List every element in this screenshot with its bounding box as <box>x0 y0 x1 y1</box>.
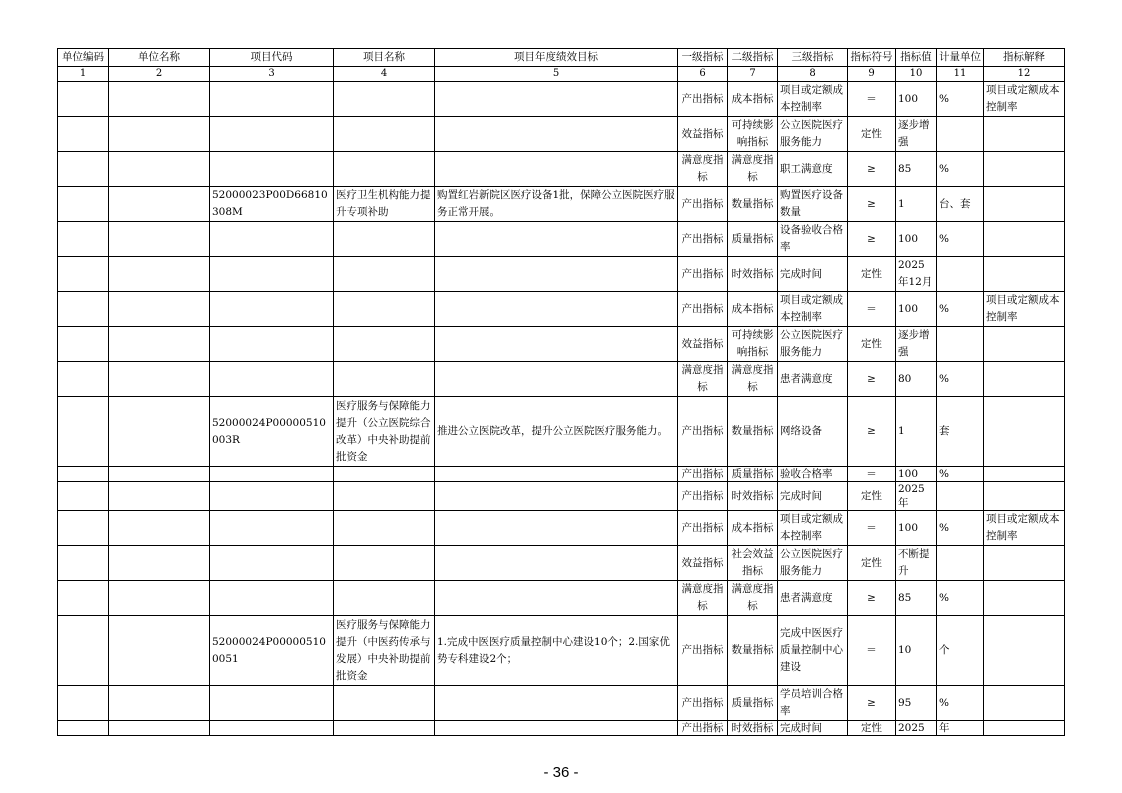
table-cell: ≥ <box>848 397 896 467</box>
table-cell: 医疗卫生机构能力提升专项补助 <box>334 187 435 222</box>
column-number: 3 <box>210 67 334 82</box>
table-cell <box>58 222 109 257</box>
table-cell: % <box>937 686 984 721</box>
table-cell: 项目或定额成本控制率 <box>984 511 1065 546</box>
table-cell: 100 <box>896 222 937 257</box>
table-cell: 项目或定额成本控制率 <box>778 511 848 546</box>
table-cell <box>984 686 1065 721</box>
column-number: 1 <box>58 67 109 82</box>
table-cell <box>435 721 678 736</box>
table-row <box>58 546 1065 581</box>
table-cell: 数量指标 <box>728 397 778 467</box>
table-cell <box>334 257 435 292</box>
table-cell: ≥ <box>848 222 896 257</box>
table-cell <box>984 397 1065 467</box>
table-cell <box>210 117 334 152</box>
header-cell: 指标值 <box>896 49 937 67</box>
table-cell: 公立医院医疗服务能力 <box>778 117 848 152</box>
table-cell: 数量指标 <box>728 187 778 222</box>
table-cell: 成本指标 <box>728 511 778 546</box>
table-cell <box>334 686 435 721</box>
table-cell <box>435 511 678 546</box>
table-cell: 可持续影响指标 <box>728 327 778 362</box>
table-cell <box>58 327 109 362</box>
table-cell <box>435 152 678 187</box>
table-row <box>58 187 1065 222</box>
table-cell <box>210 362 334 397</box>
table-cell: 学员培训合格率 <box>778 686 848 721</box>
table-cell <box>58 581 109 616</box>
table-cell: 患者满意度 <box>778 581 848 616</box>
table-cell: 公立医院医疗服务能力 <box>778 546 848 581</box>
table-cell: 设备验收合格率 <box>778 222 848 257</box>
table-cell: 52000024P00000510003R <box>210 397 334 467</box>
header-cell: 单位编码 <box>58 49 109 67</box>
table-cell: 100 <box>896 467 937 482</box>
table-cell: % <box>937 222 984 257</box>
table-row <box>58 467 1065 482</box>
table-cell <box>984 187 1065 222</box>
table-cell: % <box>937 152 984 187</box>
table-cell <box>109 327 210 362</box>
table-cell <box>58 546 109 581</box>
table-cell: 购置红岩新院区医疗设备1批，保障公立医院医疗服务正常开展。 <box>435 187 678 222</box>
page-number: - 36 - <box>543 764 579 781</box>
table-cell <box>984 721 1065 736</box>
table-cell <box>984 257 1065 292</box>
table-cell <box>984 152 1065 187</box>
table-cell <box>435 82 678 117</box>
table-cell: 1 <box>896 397 937 467</box>
table-cell: 1 <box>896 187 937 222</box>
table-cell <box>58 187 109 222</box>
table-cell: 质量指标 <box>728 686 778 721</box>
table-cell: ＝ <box>848 292 896 327</box>
table-cell <box>58 511 109 546</box>
table-row <box>58 257 1065 292</box>
table-cell <box>334 581 435 616</box>
table-cell: 台、套 <box>937 187 984 222</box>
column-number: 2 <box>109 67 210 82</box>
column-number: 12 <box>984 67 1065 82</box>
table-cell <box>435 257 678 292</box>
table-cell <box>58 292 109 327</box>
table-cell <box>109 187 210 222</box>
table-cell <box>109 721 210 736</box>
table-cell <box>334 152 435 187</box>
table-cell: 逐步增强 <box>896 117 937 152</box>
table-row <box>58 222 1065 257</box>
table-cell: 满意度指标 <box>678 362 728 397</box>
table-cell <box>109 467 210 482</box>
table-cell: 不断提升 <box>896 546 937 581</box>
column-number-row <box>58 67 1065 82</box>
table-cell <box>109 397 210 467</box>
table-cell <box>210 546 334 581</box>
table-cell <box>435 362 678 397</box>
table-cell: 2025 <box>896 721 937 736</box>
table-cell: 满意度指标 <box>728 362 778 397</box>
table-cell <box>58 397 109 467</box>
table-cell: 产出指标 <box>678 257 728 292</box>
table-cell: 年 <box>937 721 984 736</box>
table-cell <box>435 467 678 482</box>
table-cell <box>58 616 109 686</box>
table-cell: ≥ <box>848 581 896 616</box>
table-cell: % <box>937 82 984 117</box>
table-cell <box>58 467 109 482</box>
table-cell <box>984 467 1065 482</box>
table-cell: 数量指标 <box>728 616 778 686</box>
table-cell <box>334 362 435 397</box>
table-cell: 定性 <box>848 721 896 736</box>
table-cell <box>210 257 334 292</box>
table-cell <box>435 546 678 581</box>
table-cell: 定性 <box>848 482 896 511</box>
table-cell <box>58 152 109 187</box>
table-cell: % <box>937 581 984 616</box>
table-cell <box>334 467 435 482</box>
table-cell <box>109 362 210 397</box>
table-cell <box>435 222 678 257</box>
table-cell <box>334 327 435 362</box>
table-cell: 产出指标 <box>678 482 728 511</box>
table-cell <box>984 117 1065 152</box>
header-cell: 三级指标 <box>778 49 848 67</box>
table-row <box>58 117 1065 152</box>
table-cell: 网络设备 <box>778 397 848 467</box>
table-row <box>58 482 1065 511</box>
table-cell <box>109 257 210 292</box>
table-cell: 效益指标 <box>678 546 728 581</box>
table-cell: 成本指标 <box>728 292 778 327</box>
table-cell: 产出指标 <box>678 467 728 482</box>
table-cell: 质量指标 <box>728 467 778 482</box>
table-cell <box>937 327 984 362</box>
table-cell: 产出指标 <box>678 222 728 257</box>
table-cell <box>210 292 334 327</box>
table-cell: 购置医疗设备数量 <box>778 187 848 222</box>
table-cell <box>58 257 109 292</box>
table-cell <box>937 546 984 581</box>
table-cell <box>984 327 1065 362</box>
table-cell <box>210 82 334 117</box>
table-cell: 产出指标 <box>678 686 728 721</box>
table-cell <box>109 117 210 152</box>
table-cell: 定性 <box>848 327 896 362</box>
table-cell <box>334 482 435 511</box>
table-cell: 85 <box>896 581 937 616</box>
table-cell: 质量指标 <box>728 222 778 257</box>
table-cell <box>109 152 210 187</box>
table-cell: 100 <box>896 292 937 327</box>
column-number: 11 <box>937 67 984 82</box>
table-cell: ≥ <box>848 362 896 397</box>
table-cell: 项目或定额成本控制率 <box>984 292 1065 327</box>
table-cell: 时效指标 <box>728 482 778 511</box>
table-cell <box>435 482 678 511</box>
table-cell <box>984 222 1065 257</box>
table-cell <box>58 362 109 397</box>
table-cell: 可持续影响指标 <box>728 117 778 152</box>
header-cell: 项目代码 <box>210 49 334 67</box>
table-cell <box>109 546 210 581</box>
table-cell <box>210 467 334 482</box>
table-cell <box>334 117 435 152</box>
table-cell: 1.完成中医医疗质量控制中心建设10个；2.国家优势专科建设2个； <box>435 616 678 686</box>
table-cell: 定性 <box>848 257 896 292</box>
table-cell <box>109 222 210 257</box>
table-cell <box>435 686 678 721</box>
table-cell: 时效指标 <box>728 257 778 292</box>
table-cell <box>334 82 435 117</box>
table-cell: % <box>937 292 984 327</box>
table-cell: ＝ <box>848 467 896 482</box>
header-cell: 计量单位 <box>937 49 984 67</box>
table-cell: 效益指标 <box>678 327 728 362</box>
table-cell <box>435 581 678 616</box>
table-cell: 患者满意度 <box>778 362 848 397</box>
table-cell <box>109 482 210 511</box>
table-cell: ≥ <box>848 686 896 721</box>
table-cell: 产出指标 <box>678 187 728 222</box>
table-cell: 2025年 <box>896 482 937 511</box>
table-row <box>58 327 1065 362</box>
table-cell: % <box>937 362 984 397</box>
table-row <box>58 686 1065 721</box>
table-cell <box>210 686 334 721</box>
column-number: 9 <box>848 67 896 82</box>
table-cell: ≥ <box>848 152 896 187</box>
table-cell: 52000023P00D66810308M <box>210 187 334 222</box>
table-cell <box>210 511 334 546</box>
table-cell <box>210 327 334 362</box>
table-cell: 80 <box>896 362 937 397</box>
table-cell: 项目或定额成本控制率 <box>778 292 848 327</box>
table-cell <box>334 222 435 257</box>
table-cell: 效益指标 <box>678 117 728 152</box>
table-cell: 85 <box>896 152 937 187</box>
header-cell: 指标符号 <box>848 49 896 67</box>
table-cell <box>210 152 334 187</box>
table-cell <box>109 511 210 546</box>
table-cell: 产出指标 <box>678 721 728 736</box>
table-cell: % <box>937 467 984 482</box>
table-cell: 验收合格率 <box>778 467 848 482</box>
table-cell <box>109 82 210 117</box>
column-number: 5 <box>435 67 678 82</box>
table-body <box>58 82 1065 736</box>
table-cell: 满意度指标 <box>728 152 778 187</box>
column-number: 7 <box>728 67 778 82</box>
table-cell <box>984 362 1065 397</box>
header-row <box>58 49 1065 67</box>
table-cell <box>937 257 984 292</box>
table-cell: 职工满意度 <box>778 152 848 187</box>
table-cell: 产出指标 <box>678 616 728 686</box>
table-cell: 医疗服务与保障能力提升（公立医院综合改革）中央补助提前批资金 <box>334 397 435 467</box>
performance-target-table <box>57 48 1065 736</box>
table-cell: 产出指标 <box>678 82 728 117</box>
table-cell <box>937 482 984 511</box>
table-cell: 2025年12月 <box>896 257 937 292</box>
table-cell <box>210 222 334 257</box>
table-cell <box>334 292 435 327</box>
table-cell: 完成中医医疗质量控制中心建设 <box>778 616 848 686</box>
table-cell: 满意度指标 <box>678 152 728 187</box>
table-row <box>58 152 1065 187</box>
table-cell <box>334 721 435 736</box>
table-row <box>58 511 1065 546</box>
table-cell <box>984 546 1065 581</box>
table-cell: 定性 <box>848 546 896 581</box>
table-cell: 完成时间 <box>778 721 848 736</box>
table-cell: 100 <box>896 511 937 546</box>
table-cell: 产出指标 <box>678 292 728 327</box>
table-cell: 推进公立医院改革，提升公立医院医疗服务能力。 <box>435 397 678 467</box>
table-cell: 满意度指标 <box>678 581 728 616</box>
table-cell: 完成时间 <box>778 482 848 511</box>
table-row <box>58 362 1065 397</box>
table-cell: ＝ <box>848 82 896 117</box>
table-cell <box>937 117 984 152</box>
table-cell: ≥ <box>848 187 896 222</box>
table-row <box>58 581 1065 616</box>
table-cell <box>58 82 109 117</box>
table-cell <box>109 581 210 616</box>
table-cell: 产出指标 <box>678 397 728 467</box>
table-cell <box>210 581 334 616</box>
table-cell <box>334 511 435 546</box>
header-cell: 二级指标 <box>728 49 778 67</box>
column-number: 8 <box>778 67 848 82</box>
table-cell <box>210 482 334 511</box>
table-cell <box>109 616 210 686</box>
table-cell <box>435 117 678 152</box>
table-cell: 项目或定额成本控制率 <box>984 82 1065 117</box>
table-cell: 95 <box>896 686 937 721</box>
table-row <box>58 82 1065 117</box>
table-cell: 套 <box>937 397 984 467</box>
table-cell: 产出指标 <box>678 511 728 546</box>
table-cell: 完成时间 <box>778 257 848 292</box>
table-cell: 满意度指标 <box>728 581 778 616</box>
table-cell: 项目或定额成本控制率 <box>778 82 848 117</box>
column-number: 10 <box>896 67 937 82</box>
table-cell <box>334 546 435 581</box>
table-cell <box>109 686 210 721</box>
table-cell: 个 <box>937 616 984 686</box>
table-cell <box>210 721 334 736</box>
table-cell: 社会效益指标 <box>728 546 778 581</box>
table-cell: 100 <box>896 82 937 117</box>
table-cell: ＝ <box>848 511 896 546</box>
table-cell <box>984 482 1065 511</box>
column-number: 4 <box>334 67 435 82</box>
table-cell <box>984 581 1065 616</box>
table-cell: 时效指标 <box>728 721 778 736</box>
table-row <box>58 721 1065 736</box>
table-cell: % <box>937 511 984 546</box>
table-cell: 逐步增强 <box>896 327 937 362</box>
table-row <box>58 616 1065 686</box>
table-cell <box>58 117 109 152</box>
table-row <box>58 397 1065 467</box>
header-cell: 单位名称 <box>109 49 210 67</box>
table-cell <box>435 327 678 362</box>
table-cell: 公立医院医疗服务能力 <box>778 327 848 362</box>
table-cell <box>109 292 210 327</box>
header-cell: 指标解释 <box>984 49 1065 67</box>
header-cell: 项目名称 <box>334 49 435 67</box>
table-cell <box>58 721 109 736</box>
table-cell <box>58 482 109 511</box>
table-cell: 医疗服务与保障能力提升（中医药传承与发展）中央补助提前批资金 <box>334 616 435 686</box>
table-row <box>58 292 1065 327</box>
table-cell: 成本指标 <box>728 82 778 117</box>
table-cell: 10 <box>896 616 937 686</box>
column-number: 6 <box>678 67 728 82</box>
table-cell <box>984 616 1065 686</box>
header-cell: 项目年度绩效目标 <box>435 49 678 67</box>
header-cell: 一级指标 <box>678 49 728 67</box>
table-cell: 定性 <box>848 117 896 152</box>
table-cell: ＝ <box>848 616 896 686</box>
table-cell: 52000024P000005100051 <box>210 616 334 686</box>
table-cell <box>58 686 109 721</box>
table-cell <box>435 292 678 327</box>
